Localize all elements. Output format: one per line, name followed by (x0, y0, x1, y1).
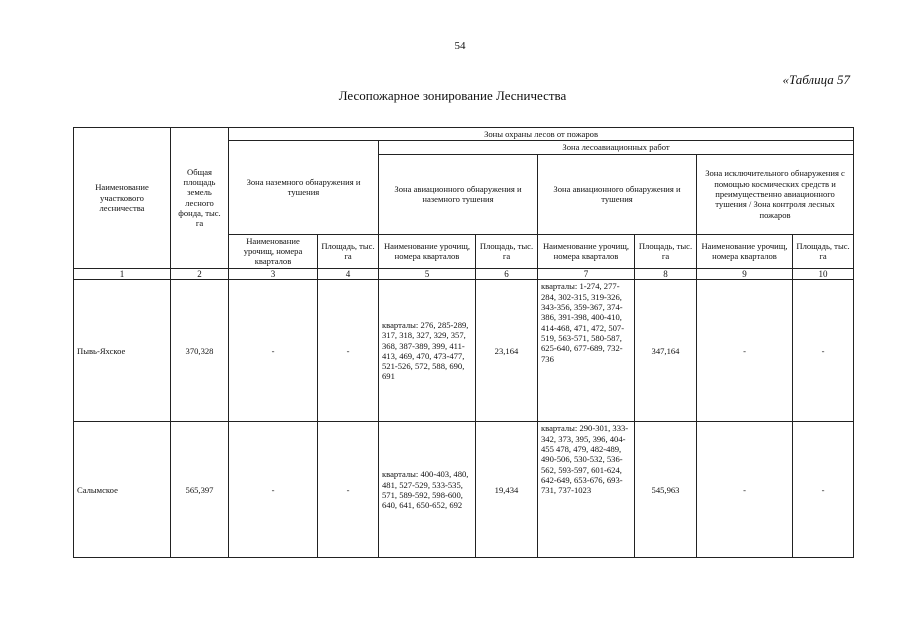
header-total-area: Общая площадь земель лесного фонда, тыс. га (171, 128, 229, 269)
aviation-ground-area: 19,434 (476, 422, 538, 558)
aviation-ground-quarters: кварталы: 400-403, 480, 481, 527-529, 533-535, 571, 589-592, 598-600, 640, 641, 650-652, 692 (379, 422, 476, 558)
page-title: Лесопожарное зонирование Лесничества (338, 88, 567, 103)
table-row (74, 422, 854, 558)
exclusive-area: - (793, 280, 854, 422)
forestry-name: Пывь-Яхское (74, 280, 171, 422)
subheader-name: Наименование урочищ, номера кварталов (229, 234, 318, 268)
subheader-area: Площадь, тыс. га (793, 234, 854, 268)
column-number: 6 (476, 268, 538, 280)
ground-area: - (318, 280, 379, 422)
aviation-ground-quarters: кварталы: 276, 285-289, 317, 318, 327, 329, 357, 368, 387-389, 399, 411-413, 469, 470, 473-477, 521-526, 572, 588, 690, 691 (379, 280, 476, 422)
aviation-area: 545,963 (635, 422, 697, 558)
table-reference: «Таблица 57 (782, 72, 850, 87)
header-aviation-ground-zone: Зона авиационного обнаружения и наземного тушения (379, 154, 538, 234)
table-row (74, 280, 854, 422)
subheader-area: Площадь, тыс. га (635, 234, 697, 268)
forestry-name: Салымское (74, 422, 171, 558)
exclusive-area: - (793, 422, 854, 558)
column-number: 5 (379, 268, 476, 280)
aviation-area: 347,164 (635, 280, 697, 422)
column-number: 4 (318, 268, 379, 280)
fire-zoning-table (73, 127, 854, 558)
column-number: 3 (229, 268, 318, 280)
exclusive-quarters: - (697, 422, 793, 558)
subheader-area: Площадь, тыс. га (476, 234, 538, 268)
column-number: 9 (697, 268, 793, 280)
column-number: 2 (171, 268, 229, 280)
header-aviation-works-zone: Зона лесоавиационных работ (379, 141, 854, 154)
aviation-quarters: кварталы: 1-274, 277-284, 302-315, 319-326, 343-356, 359-367, 374-386, 391-398, 400-410, 414-468, 471, 472, 507-519, 563-571, 580-587, 625-640, 677-689, 732-736 (538, 280, 635, 422)
column-number: 7 (538, 268, 635, 280)
header-name: Наименование участкового лесничества (74, 128, 171, 269)
header-ground-zone: Зона наземного обнаружения и тушения (229, 141, 379, 234)
subheader-name: Наименование урочищ, номера кварталов (538, 234, 635, 268)
header-aviation-zone: Зона авиационного обнаружения и тушения (538, 154, 697, 234)
aviation-ground-area: 23,164 (476, 280, 538, 422)
column-number: 1 (74, 268, 171, 280)
subheader-name: Наименование урочищ, номера кварталов (697, 234, 793, 268)
total-area-value: 565,397 (171, 422, 229, 558)
subheader-area: Площадь, тыс. га (318, 234, 379, 268)
ground-quarters: - (229, 280, 318, 422)
page-number: 54 (454, 40, 466, 52)
total-area-value: 370,328 (171, 280, 229, 422)
column-number: 10 (793, 268, 854, 280)
subheader-name: Наименование урочищ, номера кварталов (379, 234, 476, 268)
header-exclusive-zone: Зона исключительного обнаружения с помощью космических средств и преимущественно авиационного тушения / Зона контроля лесных пожаров (697, 154, 854, 234)
column-number: 8 (635, 268, 697, 280)
exclusive-quarters: - (697, 280, 793, 422)
ground-quarters: - (229, 422, 318, 558)
aviation-quarters: кварталы: 290-301, 333-342, 373, 395, 396, 404-455 478, 479, 482-489, 490-506, 530-532, 536-562, 593-597, 601-624, 642-649, 653-676, 693-731, 737-1023 (538, 422, 635, 558)
header-zones: Зоны охраны лесов от пожаров (229, 128, 854, 141)
ground-area: - (318, 422, 379, 558)
